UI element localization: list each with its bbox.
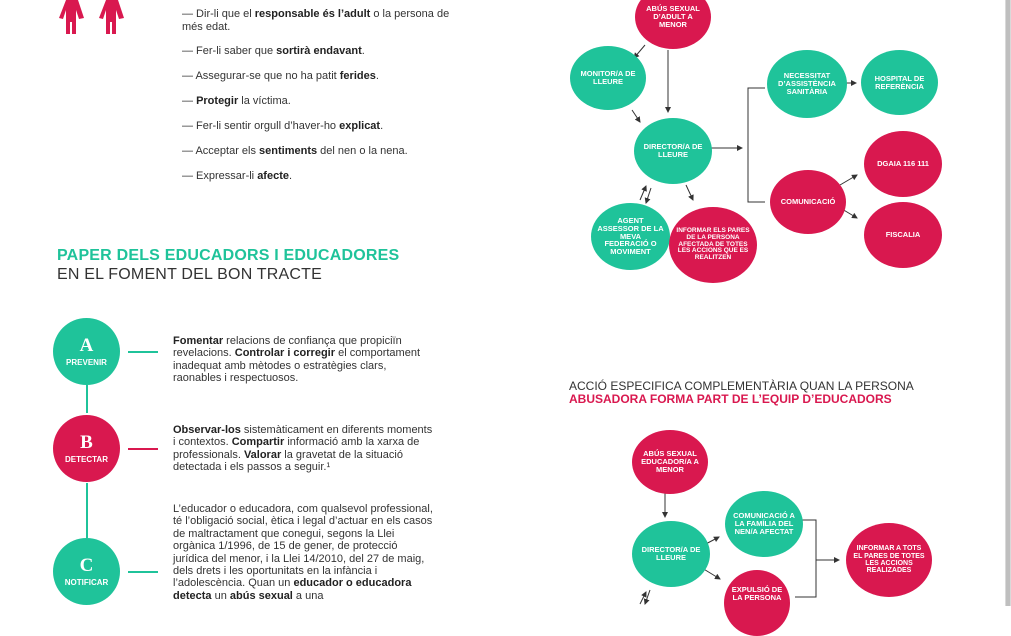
step-c-text: L’educador o educadora, com qualsevol professional, té l’obligació social, ètica i legal d’actuar en els casos de maltractament que conegui, segons la Llei orgànica 1/1996, de 15 de gener, de protecció jurídica del menor, i la Llei 14/2010, del 27 de maig, dels drets i les oportunitats en la infància i l’adolescència. Quan un educador o educadora detecta un abús sexual a una <box>173 503 433 602</box>
node-comunicacio: COMUNICACIÓ <box>770 170 846 234</box>
list-item: — Protegir la víctima. <box>182 95 291 107</box>
node-informar-pares: INFORMAR ELS PARES DE LA PERSONA AFECTADA DE TOTES LES ACCIONS QUE ES REALITZEN <box>669 207 757 283</box>
node-monitor: MONITOR/A DE LLEURE <box>570 46 646 110</box>
node-agent: AGENT ASSESSOR DE LA MEVA FEDERACIÓ O MOVIMENT <box>591 203 670 270</box>
step-label: DETECTAR <box>65 454 108 464</box>
node-abus-adult: ABÚS SEXUAL D’ADULT A MENOR <box>635 0 711 49</box>
node-dgaia: DGAIA 116 111 <box>864 131 942 197</box>
list-item: — Fer-li saber que sortirà endavant. <box>182 45 365 57</box>
step-a-text: Fomentar relacions de confiança que propiciïn revelacions. Controlar i corregir el comportament inadequat amb mètodes o estratègies clars, raonables i respectuosos. <box>173 335 420 385</box>
node-hospital: HOSPITAL DE REFERÈNCIA <box>861 50 938 115</box>
step-label: NOTIFICAR <box>64 577 109 587</box>
list-item: — Expressar-li afecte. <box>182 170 293 182</box>
accio-heading: ACCIÓ ESPECIFICA COMPLEMENTÀRIA QUAN LA PERSONA <box>569 379 914 393</box>
node-expulsio: EXPULSIÓ DE LA PERSONA <box>724 570 790 636</box>
list-item: — Acceptar els sentiments del nen o la nena. <box>182 145 408 157</box>
node-necessitat: NECESSITAT D’ASSISTÈNCIA SANITÀRIA <box>767 50 847 118</box>
node-informar-tots-pares: INFORMAR A TOTS EL PARES DE TOTES LES ACCIONS REALIZADES <box>846 523 932 597</box>
list-item: — Dir-li que el responsable és l’adult o la persona de més edat. <box>182 8 450 33</box>
step-letter: C <box>79 554 94 576</box>
section-title: PAPER DELS EDUCADORS I EDUCADORES <box>57 247 400 264</box>
step-b-text: Observar-los sistemàticament en diferents moments i contextos. Compartir informació amb la xarxa de professionals. Valorar la gravetat de la situació detectada i els passos a seguir.¹ <box>173 424 433 474</box>
node-comunicacio-familia: COMUNICACIÓ A LA FAMÍLIA DEL NEN/A AFECTAT <box>725 491 803 557</box>
step-letter: A <box>79 334 94 356</box>
node-fiscalia: FISCALIA <box>864 202 942 268</box>
node-director-2: DIRECTOR/A DE LLEURE <box>632 521 710 587</box>
node-abus-educador: ABÚS SEXUAL EDUCADOR/A A MENOR <box>632 430 708 494</box>
accio-subheading: ABUSADORA FORMA PART DE L’EQUIP D’EDUCADORS <box>569 392 892 406</box>
list-item: — Assegurar-se que no ha patit ferides. <box>182 70 379 82</box>
scrollbar[interactable] <box>1005 0 1011 606</box>
step-label: PREVENIR <box>66 357 107 367</box>
scrollbar-thumb[interactable] <box>1006 0 1010 606</box>
step-letter: B <box>80 431 93 453</box>
section-subtitle: EN EL FOMENT DEL BON TRACTE <box>57 266 323 283</box>
list-item: — Fer-li sentir orgull d’haver-ho explicat. <box>182 120 384 132</box>
node-director: DIRECTOR/A DE LLEURE <box>634 118 712 184</box>
